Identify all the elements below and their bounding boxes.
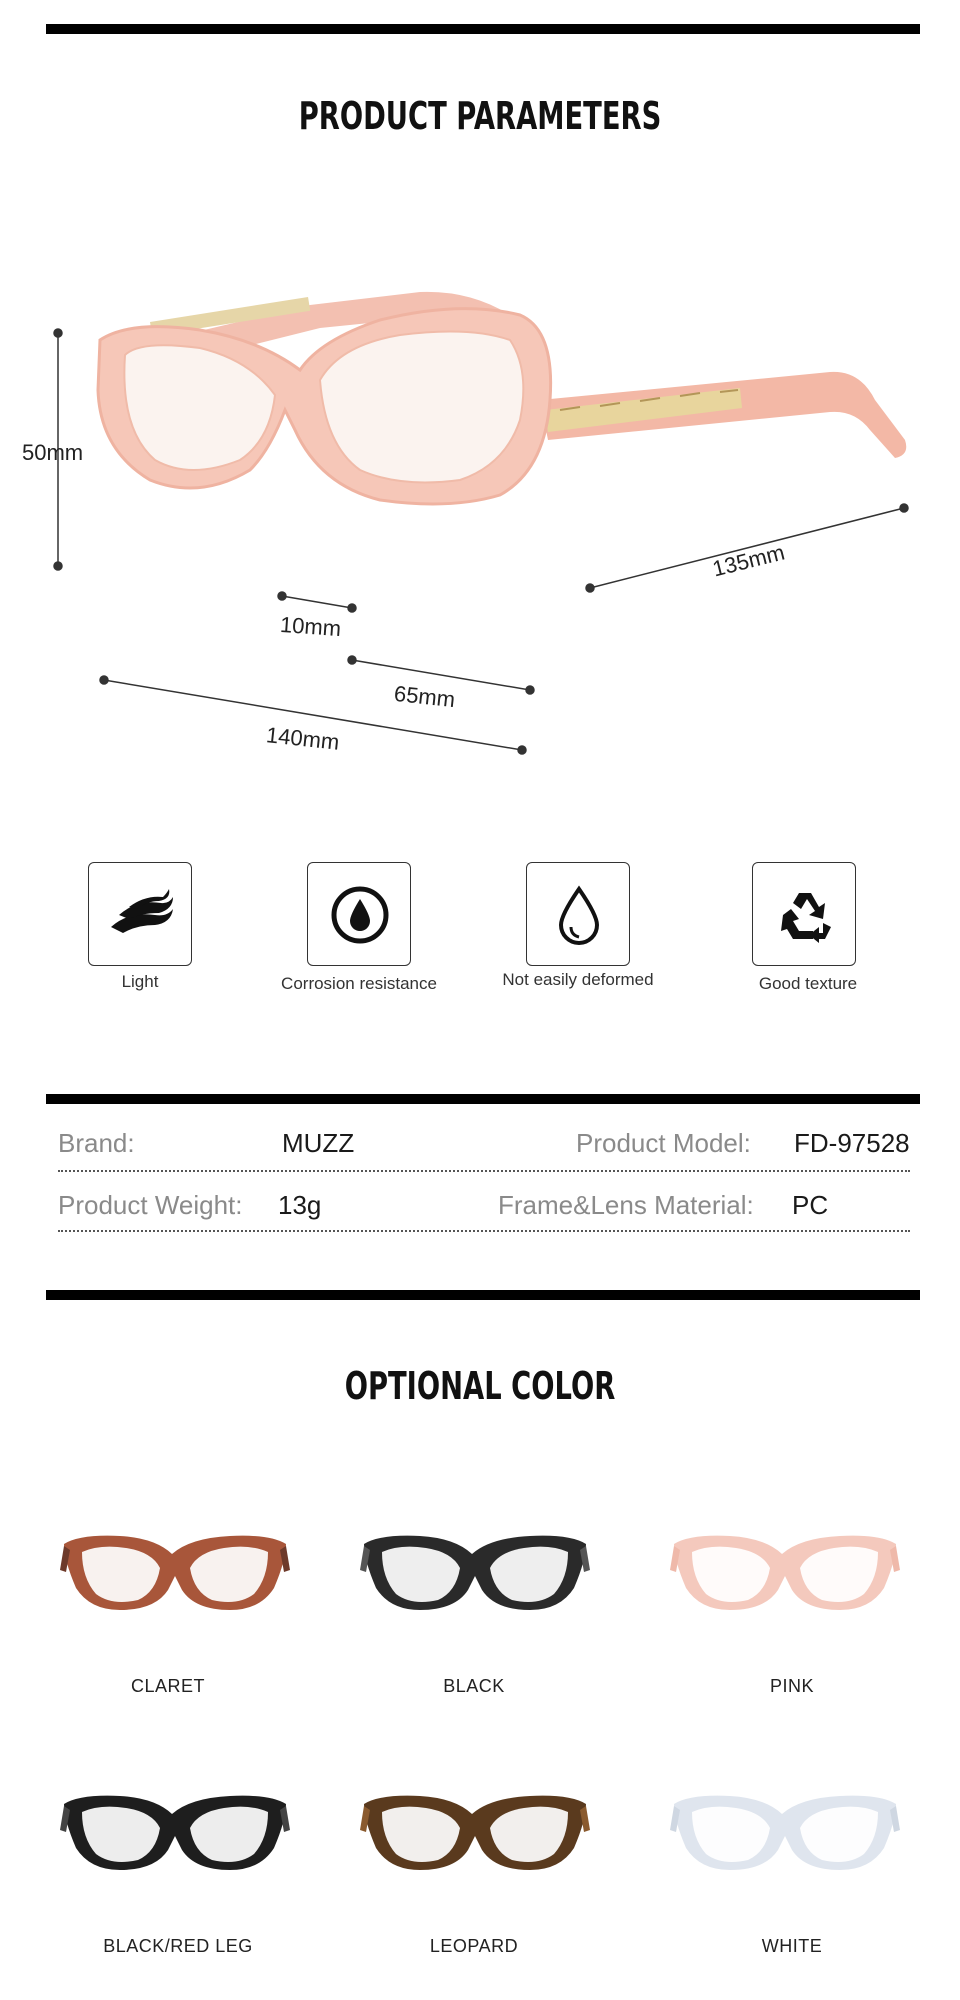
color-swatch-leopard[interactable] [360, 1790, 590, 1880]
feature-deform-label: Not easily deformed [502, 970, 654, 989]
feature-texture-label: Good texture [758, 974, 858, 993]
feature-corrosion [307, 862, 411, 966]
color-swatch-pink[interactable] [670, 1530, 900, 1620]
color-name-label: BLACK [443, 1676, 505, 1696]
drop-circle-icon [308, 863, 412, 967]
specs-row-divider [58, 1170, 910, 1172]
specs-top-divider [46, 1094, 920, 1104]
color-top-divider [46, 1290, 920, 1300]
color-swatch-claret[interactable] [60, 1530, 290, 1620]
color-name-label: CLARET [130, 1676, 205, 1696]
color-name-label: WHITE [761, 1936, 823, 1956]
specs-bottom-dots [58, 1230, 910, 1232]
feature-texture [752, 862, 856, 966]
height-dimension: 50mm [22, 440, 84, 465]
model-label: Product Model: [576, 1128, 751, 1158]
feature-light-label: Light [121, 972, 159, 991]
color-title: OPTIONAL COLOR [344, 1364, 616, 1408]
feather-icon [89, 863, 193, 967]
color-name-label: PINK [769, 1676, 814, 1696]
color-name-label: BLACK/RED LEG [103, 1936, 253, 1956]
weight-label: Product Weight: [58, 1190, 243, 1220]
bridge-dimension: 10mm [279, 611, 342, 642]
temple-length-dimension: 135mm [709, 539, 788, 582]
recycle-icon [753, 863, 857, 967]
feature-light [88, 862, 192, 966]
water-drop-icon [527, 863, 631, 967]
brand-label: Brand: [58, 1128, 135, 1158]
feature-corrosion-label: Corrosion resistance [281, 974, 437, 993]
feature-deform [526, 862, 630, 966]
weight-value: 13g [278, 1190, 322, 1220]
material-value: PC [792, 1190, 829, 1220]
model-value: FD-97528 [794, 1128, 910, 1158]
lens-width-dimension: 65mm [392, 680, 457, 713]
frame-width-dimension: 140mm [264, 722, 341, 755]
color-swatch-white[interactable] [670, 1790, 900, 1880]
params-title: PRODUCT PARAMETERS [298, 94, 662, 138]
material-label: Frame&Lens Material: [498, 1190, 754, 1220]
color-swatch-black-red-leg[interactable] [60, 1790, 290, 1880]
dimension-lines [0, 0, 960, 800]
color-swatch-black[interactable] [360, 1530, 590, 1620]
brand-value: MUZZ [282, 1128, 355, 1158]
color-name-label: LEOPARD [429, 1936, 519, 1956]
